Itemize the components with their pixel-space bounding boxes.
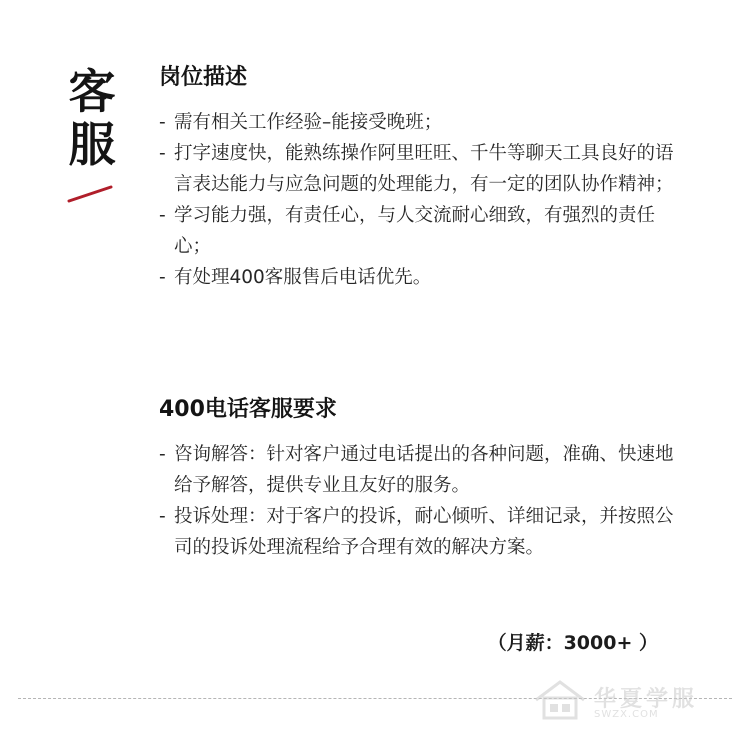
list-item-text: 投诉处理：对于客户的投诉，耐心倾听、详细记录，并按照公司的投诉处理流程给予合理有效的解决方案。 [174, 506, 674, 558]
side-title [66, 66, 118, 172]
list-item [159, 501, 679, 563]
bullet-dash: - [159, 444, 166, 465]
requirements-list [159, 439, 679, 563]
house-logo-icon [532, 678, 588, 722]
phone-service-requirements-section [159, 395, 679, 563]
job-description-section [159, 63, 679, 293]
list-item [159, 262, 679, 293]
list-item-text: 打字速度快，能熟练操作阿里旺旺、千牛等聊天工具良好的语言表达能力与应急问题的处理能力，有一定的团队协作精神； [174, 143, 674, 195]
list-item [159, 107, 679, 138]
bullet-dash: - [159, 143, 166, 164]
bullet-dash: - [159, 112, 166, 133]
list-item-text: 有处理400客服售后电话优先。 [174, 267, 432, 288]
section-heading: 400电话客服要求 [159, 397, 337, 422]
watermark-text: 华夏学服 [594, 687, 699, 712]
side-title-char-2: 服 [68, 118, 116, 173]
side-title-char-1: 客 [68, 65, 116, 120]
section-heading: 岗位描述 [159, 65, 248, 90]
list-item-text: 学习能力强，有责任心，与人交流耐心细致，有强烈的责任心； [174, 205, 656, 257]
watermark [532, 678, 722, 726]
bullet-dash: - [159, 205, 166, 226]
list-item [159, 439, 679, 501]
list-item-text: 咨询解答：针对客户通过电话提出的各种问题，准确、快速地给予解答，提供专业且友好的服务。 [174, 444, 674, 496]
salary-label: （月薪：3000+ ） [487, 632, 658, 654]
watermark-url: SWZX.COM [594, 709, 659, 720]
job-description-list [159, 107, 679, 293]
bullet-dash: - [159, 267, 166, 288]
list-item-text: 需有相关工作经验–能接受晚班； [174, 112, 443, 133]
red-slash-decoration [66, 184, 116, 204]
list-item [159, 138, 679, 200]
bullet-dash: - [159, 506, 166, 527]
list-item [159, 200, 679, 262]
